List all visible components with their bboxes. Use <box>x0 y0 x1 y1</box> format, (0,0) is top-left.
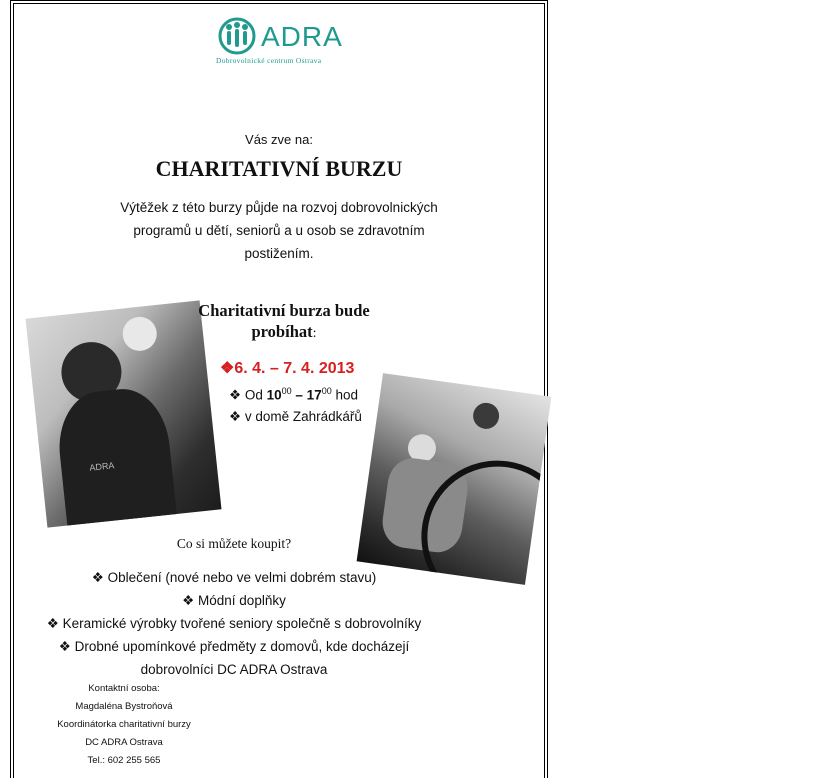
contact-label: Kontaktní osoba: <box>88 683 160 694</box>
photo-volunteer-with-senior <box>357 373 552 585</box>
invite-text: Vás zve na: <box>245 132 313 147</box>
contact-block <box>34 680 214 770</box>
contact-name: Magdaléna Bystroňová <box>75 701 173 712</box>
page-title: CHARITATIVNÍ BURZU <box>155 156 403 181</box>
list-item: ❖ Oblečení (nové nebo ve velmi dobrém stavu) <box>91 570 377 585</box>
contact-phone: Tel.: 602 255 565 <box>87 755 161 766</box>
buy-heading: Co si můžete koupit? <box>176 536 292 551</box>
photo-shirt-logo: ADRA <box>88 460 115 473</box>
schedule-heading <box>184 300 384 344</box>
hours-prefix: ❖ Od <box>229 387 267 403</box>
flyer-page <box>10 0 548 778</box>
hours-dash: – 17 <box>291 387 322 403</box>
buy-items-list <box>14 566 454 681</box>
list-item: ❖ Keramické výrobky tvořené seniory společně s dobrovolníky <box>46 616 422 631</box>
event-place: ❖ v domě Zahrádkářů <box>229 409 362 424</box>
list-item: ❖ Drobné upomínkové předměty z domovů, kde docházejí <box>58 639 410 654</box>
description: Výtěžek z této burzy půjde na rozvoj dobrovolnických programů u dětí, seniorů a u osob se zdravotním postižením. <box>120 200 438 261</box>
hours-from-sup: 00 <box>281 386 292 396</box>
adra-people-icon <box>214 16 260 56</box>
contact-org: DC ADRA Ostrava <box>85 737 163 748</box>
hours-suffix: hod <box>331 387 358 403</box>
schedule-heading-line2 <box>184 321 384 344</box>
adra-logo <box>214 16 364 70</box>
hours-from: 10 <box>266 387 282 403</box>
schedule-heading-line2-text: probíhat <box>251 322 313 341</box>
event-hours <box>229 386 358 404</box>
list-item: ❖ Módní doplňky <box>182 593 286 608</box>
schedule-heading-colon: : <box>312 326 317 341</box>
event-date: ❖6. 4. – 7. 4. 2013 <box>220 360 355 377</box>
logo-brand: ADRA <box>261 21 343 52</box>
list-item: dobrovolníci DC ADRA Ostrava <box>140 662 328 677</box>
logo-subtitle: Dobrovolnické centrum Ostrava <box>216 56 322 65</box>
hours-to-sup: 00 <box>321 386 332 396</box>
contact-role: Koordinátorka charitativní burzy <box>57 719 191 730</box>
schedule-heading-line1: Charitativní burza bude <box>198 301 370 320</box>
